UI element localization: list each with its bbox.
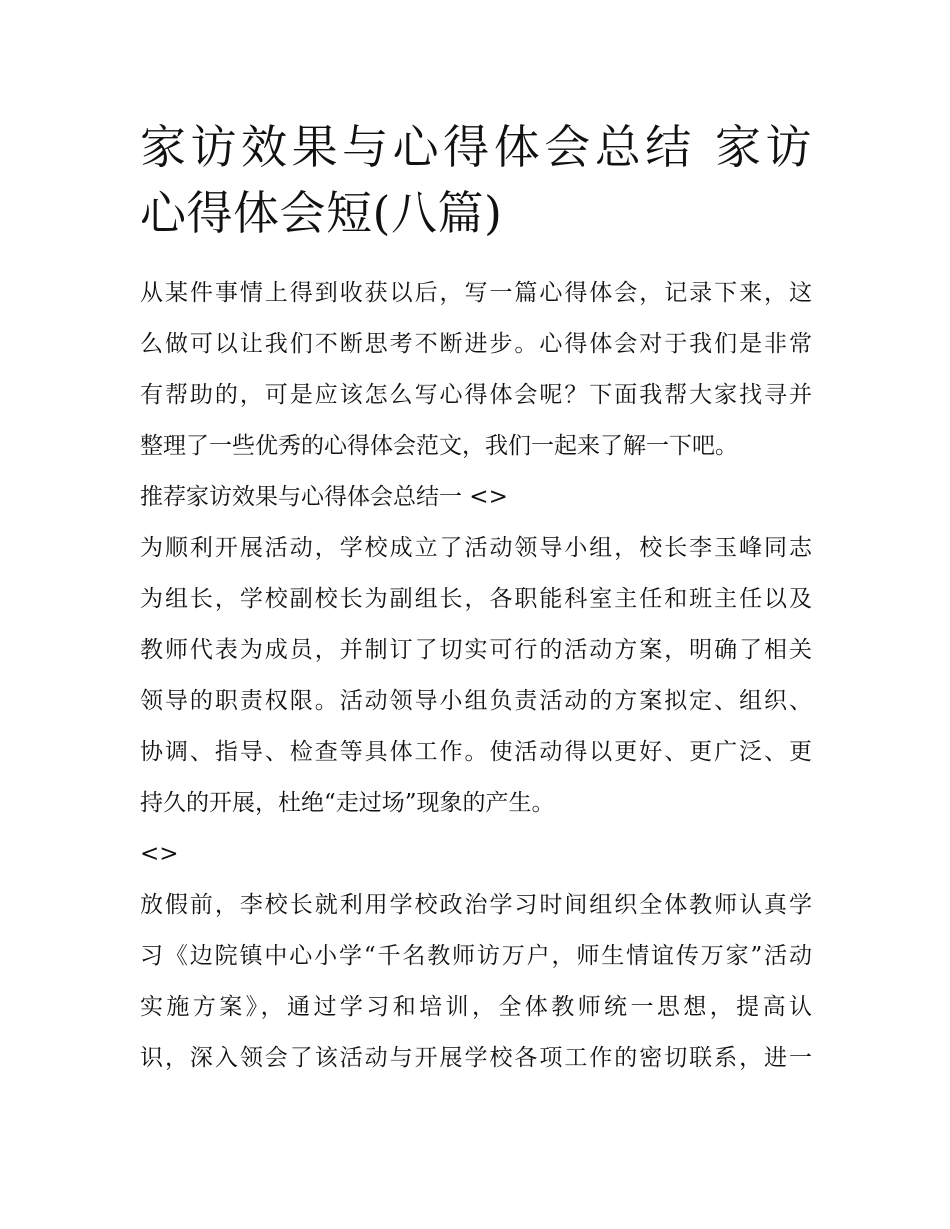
text-line: <> (140, 841, 179, 867)
document-body (140, 114, 812, 1084)
text-line: 整理了一些优秀的心得体会范文，我们一起来了解一下吧。 (140, 433, 738, 459)
document-title (140, 114, 812, 246)
section-heading (140, 472, 812, 523)
paragraph-1 (140, 523, 812, 829)
text-line: 实施方案》，通过学习和培训，全体教师统一思想，提高认 (140, 994, 812, 1020)
title-line: 心得体会短(八篇) (140, 186, 503, 240)
text-line: 有帮助的，可是应该怎么写心得体会呢？下面我帮大家找寻并 (140, 382, 812, 408)
text-line: 领导的职责权限。活动领导小组负责活动的方案拟定、组织、 (140, 688, 812, 714)
text-line: 持久的开展，杜绝“走过场”现象的产生。 (140, 790, 555, 816)
text-line: 推荐家访效果与心得体会总结一 <> (140, 484, 508, 510)
text-line: 从某件事情上得到收获以后，写一篇心得体会，记录下来，这 (140, 280, 812, 306)
intro-paragraph (140, 268, 812, 472)
section-marker (140, 829, 812, 880)
text-line: 习《边院镇中心小学“千名教师访万户，师生情谊传万家”活动 (140, 943, 812, 969)
paragraph-2 (140, 880, 812, 1084)
text-line: 教师代表为成员，并制订了切实可行的活动方案，明确了相关 (140, 637, 812, 663)
text-line: 么做可以让我们不断思考不断进步。心得体会对于我们是非常 (140, 331, 812, 357)
text-line: 为组长，学校副校长为副组长，各职能科室主任和班主任以及 (140, 586, 812, 612)
text-line: 协调、指导、检查等具体工作。使活动得以更好、更广泛、更 (140, 739, 812, 765)
text-line: 放假前，李校长就利用学校政治学习时间组织全体教师认真学 (140, 892, 812, 918)
text-line: 为顺利开展活动，学校成立了活动领导小组，校长李玉峰同志 (140, 535, 812, 561)
title-line: 家访效果与心得体会总结 家访 (140, 120, 812, 174)
text-line: 识，深入领会了该活动与开展学校各项工作的密切联系，进一 (140, 1045, 812, 1071)
